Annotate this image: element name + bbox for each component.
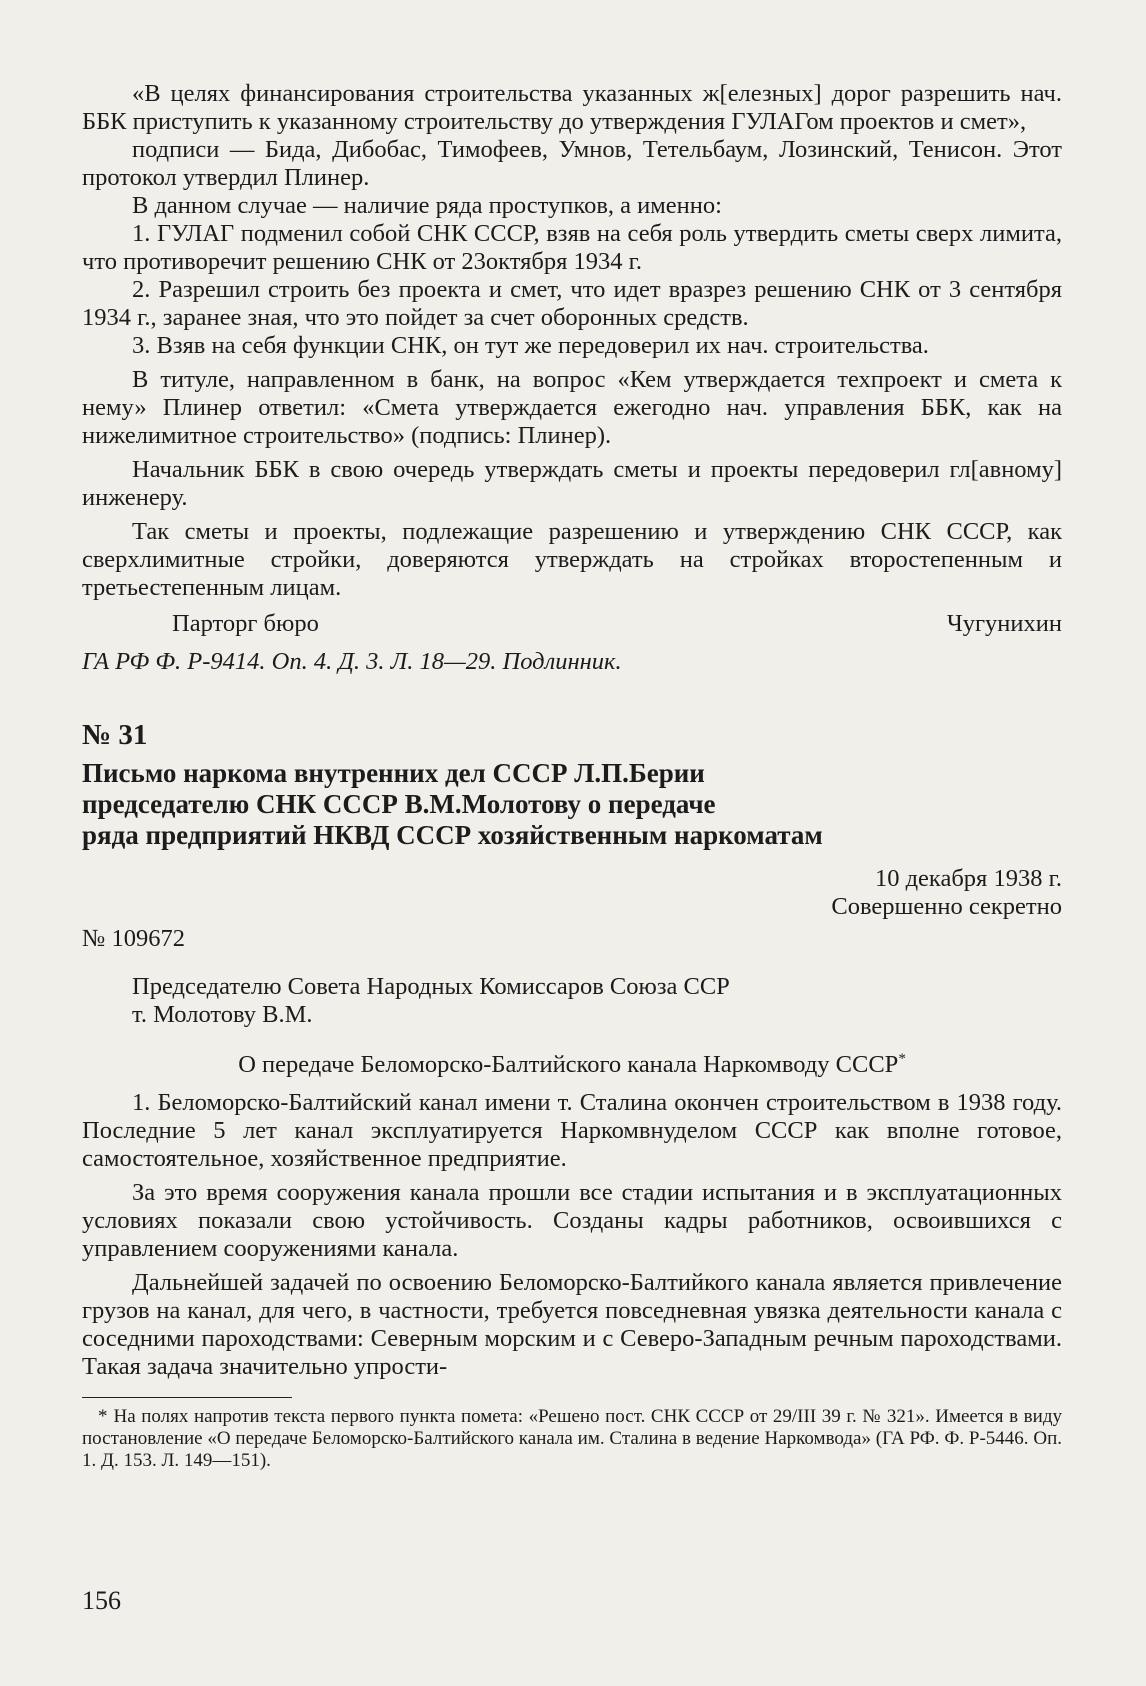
classification-stamp: Совершенно секретно [831, 893, 1062, 920]
bbk-chief-paragraph: Начальник ББК в свою очередь утверждать сметы и проекты передоверил гл[авному] инженеру. [82, 456, 1062, 511]
addressee [82, 973, 1062, 1029]
document-title-line-1: Письмо наркома внутренних дел СССР Л.П.Берии [82, 758, 705, 788]
page-number: 156 [82, 1586, 121, 1615]
footnote-mark: * [98, 1406, 108, 1427]
document-number: № 31 [82, 719, 148, 751]
archive-reference: ГА РФ Ф. Р-9414. Оп. 4. Д. 3. Л. 18—29. Подлинник. [82, 648, 622, 675]
footnote-ref-mark: * [898, 1050, 906, 1067]
addressee-line-2: т. Молотову В.М. [132, 1001, 313, 1028]
violation-item-1: 1. ГУЛАГ подменил собой СНК СССР, взяв на себя роль утвердить сметы сверх лимита, что противоречит решению СНК от 23октября 1934 г. [82, 220, 1062, 275]
date-block [82, 865, 1062, 921]
letter-paragraph-2: За это время сооружения канала прошли все стадии испытания и в эксплуатационных условиях показали свою устойчивость. Созданы кадры работников, освоившихся с управлением сооружениями канала. [82, 1179, 1062, 1262]
title-paragraph: В титуле, направленном в банк, на вопрос «Кем утверждается техпроект и смета к нему» Плинер ответил: «Смета утверждается ежегодно нач. управления ББК, как на нижелимитное строительство» (подпись: Плинер). [82, 366, 1062, 449]
document-title-line-2: председателю СНК СССР В.М.Молотову о передаче [82, 789, 716, 819]
footnote-text: На полях напротив текста первого пункта помета: «Решено пост. СНК СССР от 29/III 39 г. № 321». Имеется в виду постановление «О передаче Беломорско-Балтийского канала им. Сталина в ведение Наркомвода» (ГА РФ. Ф. Р-5446. Оп. 1. Д. 153. Л. 149—151). [82, 1406, 1062, 1471]
registration-number: № 109672 [82, 925, 186, 952]
conclusion-paragraph: Так сметы и проекты, подлежащие разрешению и утверждению СНК СССР, как сверхлимитные стройки, доверяются утверждать на стройках второстепенным и третьестепенным лицам. [82, 518, 1062, 601]
letter-subject [82, 1051, 1062, 1079]
violations-intro: В данном случае — наличие ряда проступков, а именно: [132, 192, 722, 219]
addressee-line-1: Председателю Совета Народных Комиссаров Союза ССР [132, 973, 730, 1000]
letter-paragraph-3: Дальнейшей задачей по освоению Беломорско-Балтийкого канала является привлечение грузов на канал, для чего, в частности, требуется повседневная увязка деятельности канала с соседними пароходствами: Северным морским и с Северо-Западным речным пароходствами. Такая задача значительно упрости- [82, 1269, 1062, 1380]
signature-name: Чугунихин [946, 610, 1062, 637]
document-title [82, 758, 1062, 851]
subject-text: О передаче Беломорско-Балтийского канала Наркомводу СССР [238, 1051, 899, 1078]
signature-role: Парторг бюро [172, 610, 319, 637]
signature-line [82, 610, 1062, 638]
quote-paragraph: «В целях финансирования строительства указанных ж[елезных] дорог разрешить нач. ББК приступить к указанному строительству до утверждения ГУЛАГом проектов и смет», [82, 80, 1062, 135]
violation-item-3: 3. Взяв на себя функции СНК, он тут же передоверил их нач. строительства. [132, 332, 929, 359]
footnote [82, 1406, 1062, 1472]
document-title-line-3: ряда предприятий НКВД СССР хозяйственным наркоматам [82, 820, 823, 850]
document-date: 10 декабря 1938 г. [874, 865, 1062, 892]
signatories-paragraph: подписи — Бида, Дибобас, Тимофеев, Умнов, Тетельбаум, Лозинский, Тенисон. Этот протокол утвердил Плинер. [82, 136, 1062, 191]
letter-paragraph-1: 1. Беломорско-Балтийский канал имени т. Сталина окончен строительством в 1938 году. Последние 5 лет канал эксплуатируется Наркомвнуделом СССР как вполне готовое, самостоятельное, хозяйственное предприятие. [82, 1089, 1062, 1172]
footnote-divider [82, 1397, 292, 1398]
violation-item-2: 2. Разрешил строить без проекта и смет, что идет вразрез решению СНК от 3 сентября 1934 г., заранее зная, что это пойдет за счет оборонных средств. [82, 276, 1062, 331]
document-page [82, 80, 1062, 1472]
